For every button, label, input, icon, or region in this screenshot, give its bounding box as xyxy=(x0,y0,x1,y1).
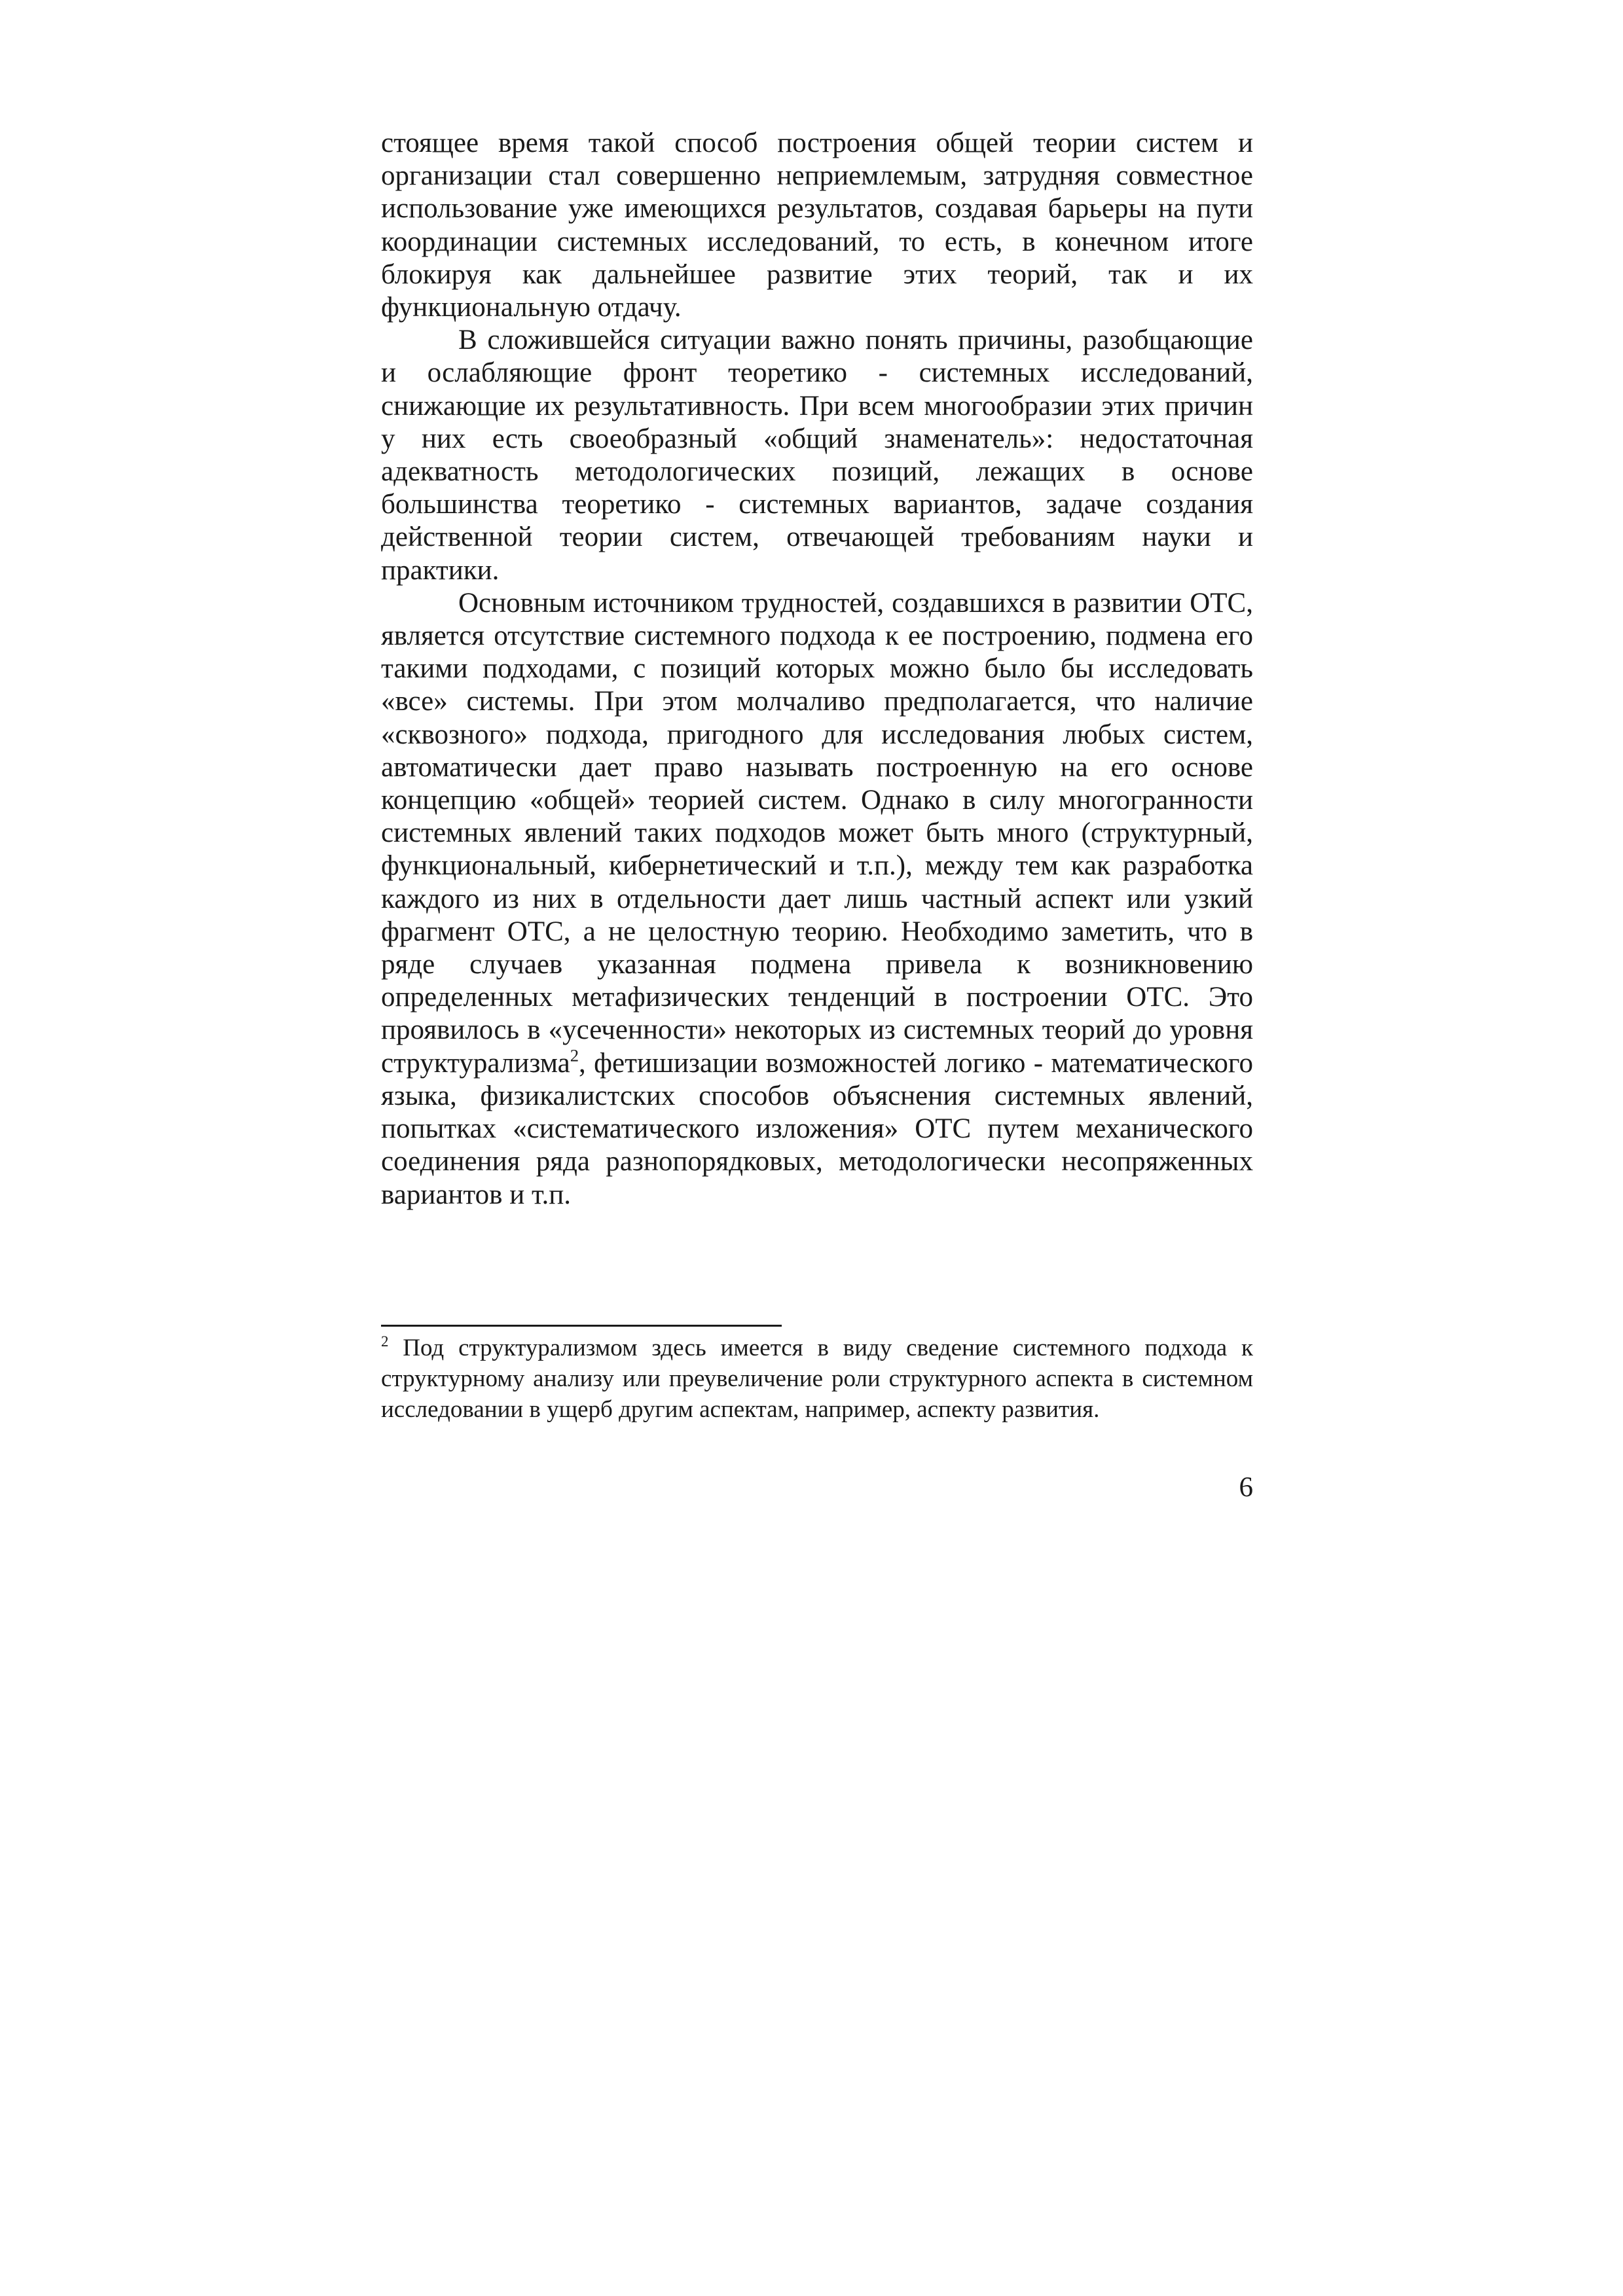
footnote-divider xyxy=(381,1325,782,1327)
paragraph-2: В сложившейся ситуации важно понять причины, разобщающие и ослабляющие фронт теоретико - системных исследований, снижающие их результативность. При всем многообразии этих причин у них есть своеобразный «общий знаменатель»: недостаточная адекватность методологических позиций, лежащих в основе большинства теоретико - системных вариантов, задаче создания действенной теории систем, отвечающей требованиям науки и практики. xyxy=(381,325,1253,586)
footnote-marker: 2 xyxy=(381,1333,389,1350)
paragraph-3 xyxy=(381,587,1253,1211)
footnote-text xyxy=(381,1333,1253,1426)
page-number: 6 xyxy=(1239,1472,1253,1503)
footnote-body: Под структурализмом здесь имеется в виду сведение системного подхода к структурному анализу или преувеличение роли структурного аспекта в системном исследовании в ущерб другим аспектам, например, аспекту развития. xyxy=(381,1335,1253,1424)
body-text xyxy=(381,127,1253,1211)
paragraph-1: стоящее время такой способ построения общей теории систем и организации стал совершенно неприемлемым, затрудняя совместное использование уже имеющихся результатов, создавая барьеры на пути координации системных исследований, то есть, в конечном итоге блокируя как дальнейшее развитие этих теорий, так и их функциональную отдачу. xyxy=(381,128,1253,323)
paragraph-3-text-start: Основным источником трудностей, создавшихся в развитии ОТС, является отсутствие системного подхода к ее построению, подмена его такими подходами, с позиций которых можно было бы исследовать «все» системы. При этом молчаливо предполагается, что наличие «сквозного» подхода, пригодного для исследования любых систем, автоматически дает право называть построенную на его основе концепцию «общей» теорией систем. Однако в силу многогранности системных явлений таких подходов может быть много (структурный, функциональный, кибернетический и т.п.), между тем как разработка каждого из них в отдельности дает лишь частный аспект или узкий фрагмент ОТС, а не целостную теорию. Необходимо заметить, что в ряде случаев указанная подмена привела к возникновению определенных метафизических тенденций в построении ОТС. Это проявилось в «усеченности» некоторых из системных теорий до уровня структурализма xyxy=(381,587,1253,1079)
paragraph-3-text-end: , фетишизации возможностей логико - математического языка, физикалистских способов объяснения системных явлений, попытках «систематического изложения» ОТС путем механического соединения ряда разнопорядковых, методологически несопряженных вариантов и т.п. xyxy=(381,1047,1253,1210)
footnote-reference: 2 xyxy=(570,1045,579,1066)
footnote xyxy=(381,1333,1253,1426)
